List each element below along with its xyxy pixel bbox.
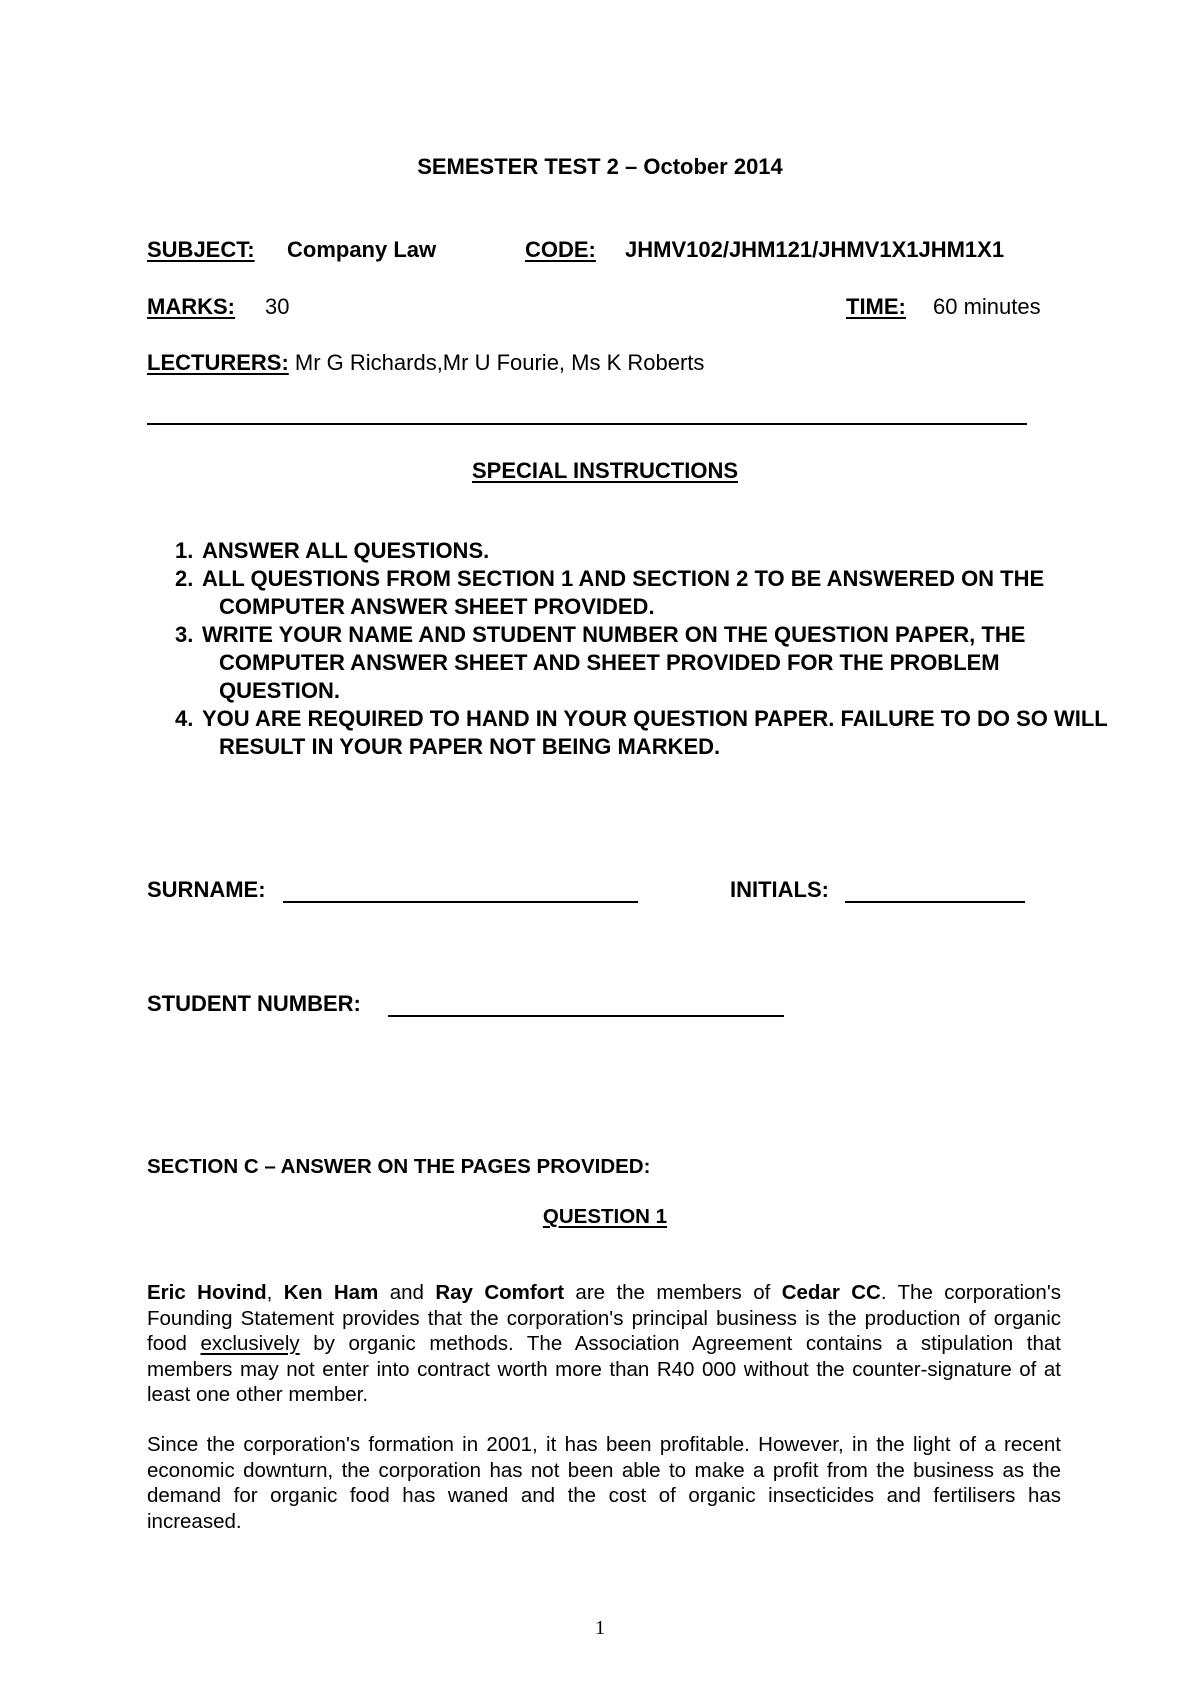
instruction-text: ANSWER ALL QUESTIONS. [202, 538, 490, 563]
student-number-field[interactable] [388, 1015, 784, 1017]
instructions-heading: SPECIAL INSTRUCTIONS [471, 458, 739, 483]
section-heading: SECTION C – ANSWER ON THE PAGES PROVIDED: [147, 1155, 651, 1178]
subject-value: Company Law [287, 237, 437, 262]
paragraph-text: , [266, 1281, 284, 1304]
instruction-number: 3. [175, 622, 194, 647]
member-name: Ken Ham [283, 1281, 379, 1304]
instruction-number: 1. [175, 538, 194, 563]
question-paragraph-1 [147, 1280, 1061, 1408]
paragraph-text: and [378, 1281, 436, 1304]
instruction-item [175, 705, 1119, 761]
code-value: JHMV102/JHM121/JHMV1X1JHM1X1 [625, 237, 1005, 262]
page-title: SEMESTER TEST 2 – October 2014 [417, 154, 783, 179]
lecturers-value: Mr G Richards,Mr U Fourie, Ms K Roberts [288, 350, 705, 375]
time-label: TIME: [846, 294, 906, 319]
paragraph-text: by organic methods. The Association Agreement contains a stipulation that members may not enter into contract worth more than R40 000 without the counter-signature of at least one other member. [147, 1332, 1061, 1406]
instructions-list [175, 537, 1119, 761]
company-name: Cedar CC [781, 1281, 881, 1304]
surname-label: SURNAME: [147, 877, 266, 902]
initials-field[interactable] [845, 901, 1025, 903]
surname-field[interactable] [283, 901, 638, 903]
instruction-number: 2. [175, 566, 194, 591]
initials-label: INITIALS: [730, 877, 829, 902]
time-value: 60 minutes [933, 294, 1041, 319]
instruction-item [175, 537, 1119, 565]
student-number-label: STUDENT NUMBER: [147, 991, 361, 1016]
instruction-text: WRITE YOUR NAME AND STUDENT NUMBER ON THE QUESTION PAPER, THE COMPUTER ANSWER SHEET AND SHEET PROVIDED FOR THE PROBLEM QUESTION. [202, 622, 1026, 703]
instruction-text: ALL QUESTIONS FROM SECTION 1 AND SECTION 2 TO BE ANSWERED ON THE COMPUTER ANSWER SHEET PROVIDED. [202, 566, 1045, 619]
lecturers-label: LECTURERS: [147, 350, 289, 375]
question-paragraph-2: Since the corporation's formation in 2001, it has been profitable. However, in the light of a recent economic downturn, the corporation has not been able to make a profit from the business as the demand for organic food has waned and the cost of organic insecticides and fertilisers has increased. [147, 1433, 1061, 1533]
lecturers-line [147, 352, 704, 374]
marks-value: 30 [265, 294, 290, 319]
instruction-number: 4. [175, 706, 194, 731]
header-divider [147, 423, 1027, 425]
member-name: Ray Comfort [435, 1281, 565, 1304]
subject-label: SUBJECT: [147, 237, 255, 262]
instruction-text: YOU ARE REQUIRED TO HAND IN YOUR QUESTION PAPER. FAILURE TO DO SO WILL RESULT IN YOUR PAPER NOT BEING MARKED. [202, 706, 1108, 759]
marks-label: MARKS: [147, 294, 235, 319]
question-title: QUESTION 1 [542, 1205, 668, 1228]
page-number: 1 [595, 1617, 605, 1639]
paragraph-text: . The corporation's Founding Statement provides that the corporation's principal business is the production of organic food [147, 1281, 1061, 1355]
member-name: Eric Hovind [147, 1281, 267, 1304]
code-label: CODE: [525, 237, 596, 262]
instruction-item [175, 565, 1099, 621]
instruction-item [175, 621, 1109, 705]
emphasis-text: exclusively [200, 1332, 300, 1355]
paragraph-text: are the members of [564, 1281, 782, 1304]
